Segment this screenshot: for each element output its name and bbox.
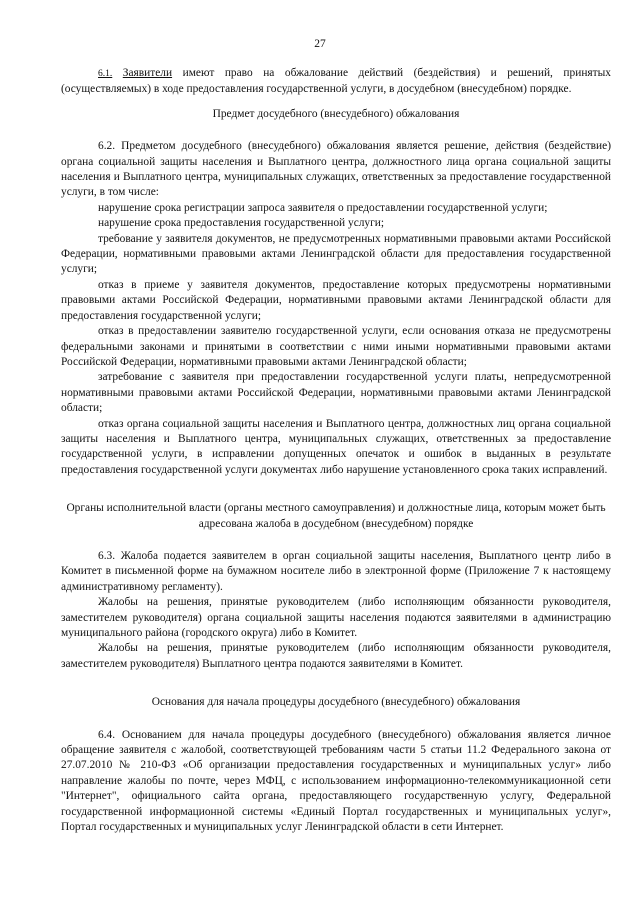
page-content: [61, 66, 611, 835]
list-item: затребование с заявителя при предоставлении государственной услуги платы, непредусмотренной нормативными правовыми актами Российской Федерации, нормативными правовыми актами Ленинградской области;: [61, 371, 611, 415]
paragraph-6-1-text: имеют право на обжалование действий (бездействия) и решений, принятых (осуществляемых) в ходе предоставления государственной услуги, в досудебном (внесудебном) порядке.: [61, 67, 611, 96]
page-number: 27: [314, 38, 326, 50]
item-number-6-1: 6.1.: [98, 69, 113, 79]
paragraph-6-4: 6.4. Основанием для начала процедуры досудебного (внесудебного) обжалования является личное обращение заявителя с жалобой, соответствующей требованиям части 5 статьи 11.2 Федерального закона от 27.07.2010 № 210-ФЗ «Об организации предоставления государственных и муниципальных услуг» либо направление жалобы по почте, через МФЦ, с использованием информационно-телекоммуникационной сети "Интернет", официального сайта органа, предоставляющего государственную услугу, Федеральной государственной информационной системы «Единый Портал государственных и муниципальных услуг», Портал государственных и муниципальных услуг Ленинградской области в сети Интернет.: [61, 728, 611, 834]
paragraph-6-3: 6.3. Жалоба подается заявителем в орган социальной защиты населения, Выплатного центр либо в Комитет в письменной форме на бумажном носителе либо в электронной форме (Приложение 7 к настоящему административному регламенту).: [61, 549, 611, 593]
heading-grounds-for-appeal: Основания для начала процедуры досудебного (внесудебного) обжалования: [151, 696, 521, 709]
heading-subject-of-appeal: Предмет досудебного (внесудебного) обжалования: [212, 107, 460, 120]
term-applicants: Заявители: [122, 67, 173, 79]
list-item: отказ в предоставлении заявителю государственной услуги, если основания отказа не предусмотрены федеральными законами и принятыми в соответствии с ними иными нормативными правовыми актами Российской Федерации, нормативными правовыми актами Ленинградской области;: [61, 325, 611, 368]
paragraph-6-3-complaints-social: Жалобы на решения, принятые руководителем (либо исполняющим обязанности руководителя, заместителем руководителя) органа социальной защиты населения подаются заявителями в администрацию муниципального района (городского округа) либо в Комитет.: [61, 596, 611, 639]
paragraph-6-2: 6.2. Предметом досудебного (внесудебного) обжалования является решение, действия (бездействие) органа социальной защиты населения и Выплатного центра, должностного лица органа социальной защиты населения и Выплатного центра, муниципальных служащих, ответственных за предоставление государственной услуги, в том числе:: [61, 140, 611, 199]
list-item: нарушение срока предоставления государственной услуги;: [98, 217, 385, 230]
heading-appeal-bodies: Органы исполнительной власти (органы местного самоуправления) и должностные лица, которым может быть адресована жалоба в досудебном (внесудебном) порядке: [66, 502, 606, 530]
list-item: требование у заявителя документов, не предусмотренных нормативными правовыми актами Российской Федерации, нормативными правовыми актами Ленинградской области для предоставления государственной услуги;: [61, 232, 611, 276]
list-item: отказ органа социальной защиты населения и Выплатного центра, должностных лиц органа социальной защиты населения и Выплатного центра, муниципальных служащих, ответственных за предоставление государственной услуги, в исправлении допущенных опечаток и ошибок в выданных в результате предоставления государственной услуги документах либо нарушение установленного срока таких исправлений.: [61, 417, 611, 476]
list-item: отказ в приеме у заявителя документов, предоставление которых предусмотрены нормативными правовыми актами Российской Федерации, нормативными правовыми актами Ленинградской области для предоставления государственной услуги;: [61, 278, 611, 322]
list-item: нарушение срока регистрации запроса заявителя о предоставлении государственной услуги;: [98, 201, 548, 214]
paragraph-6-1: [61, 66, 611, 98]
paragraph-6-3-complaints-payment-center: Жалобы на решения, принятые руководителем (либо исполняющим обязанности руководителя, заместителем руководителя) Выплатного центра подаются заявителями в Комитет.: [61, 642, 611, 670]
